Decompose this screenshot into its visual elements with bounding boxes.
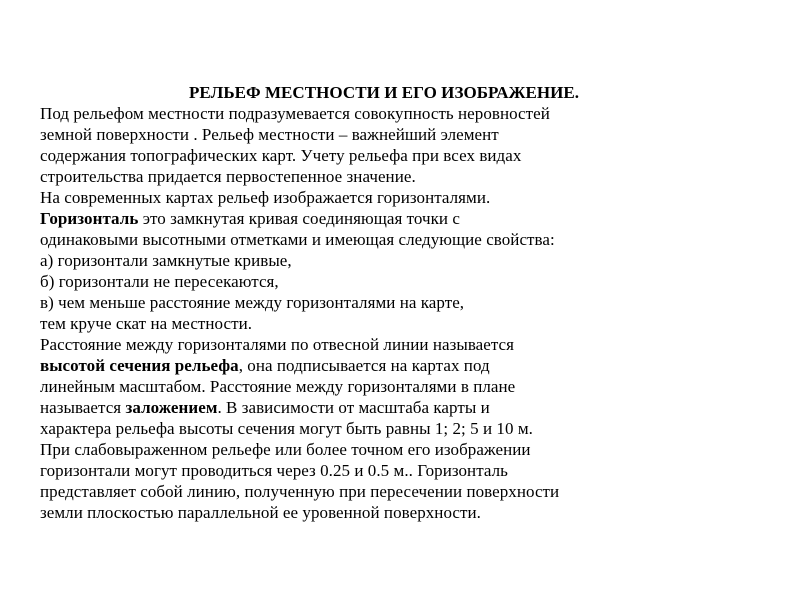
text-line-3: содержания топографических карт. Учету рельефа при всех видах [40, 146, 522, 165]
text-line-10: в) чем меньше расстояние между горизонталями на карте, [40, 293, 465, 312]
text-line-9: б) горизонтали не пересекаются, [40, 272, 279, 291]
text-line-7: одинаковыми высотными отметками и имеющая следующие свойства: [40, 230, 555, 249]
text-line-19: представляет собой линию, полученную при пересечении поверхности [40, 482, 560, 501]
line-rest: . В зависимости от масштаба карты и [217, 398, 490, 417]
text-line-16: характера рельефа высоты сечения могут быть равны 1; 2; 5 и 10 м. [40, 419, 533, 438]
text-line-20: земли плоскостью параллельной ее уровенной поверхности. [40, 503, 481, 522]
text-line-8: а) горизонтали замкнутые кривые, [40, 251, 292, 270]
text-line-2: земной поверхности . Рельеф местности – важнейший элемент [40, 125, 499, 144]
line-rest: это замкнутая кривая соединяющая точки с [138, 209, 460, 228]
text-line-6 [40, 209, 460, 229]
text-line-1: Под рельефом местности подразумевается совокупность неровностей [40, 104, 550, 123]
term-horizontal-spacing: заложением [125, 398, 218, 417]
text-line-5: На современных картах рельеф изображается горизонталями. [40, 188, 491, 207]
text-line-14: линейным масштабом. Расстояние между горизонталями в плане [40, 377, 516, 396]
line-prefix: называется [40, 398, 126, 417]
text-line-15 [40, 398, 490, 418]
text-line-4: строительства придается первостепенное значение. [40, 167, 416, 186]
text-line-17: При слабовыраженном рельефе или более точном его изображении [40, 440, 531, 459]
term-contour-interval: высотой сечения рельефа [40, 356, 239, 375]
document-title: РЕЛЬЕФ МЕСТНОСТИ И ЕГО ИЗОБРАЖЕНИЕ. [189, 83, 580, 102]
line-rest: , она подписывается на картах под [238, 356, 490, 375]
term-horizontal: Горизонталь [40, 209, 139, 228]
text-line-13 [40, 356, 490, 376]
text-line-12: Расстояние между горизонталями по отвесной линии называется [40, 335, 515, 354]
text-line-11: тем круче скат на местности. [40, 314, 253, 333]
text-line-18: горизонтали могут проводиться через 0.25 и 0.5 м.. Горизонталь [40, 461, 508, 480]
